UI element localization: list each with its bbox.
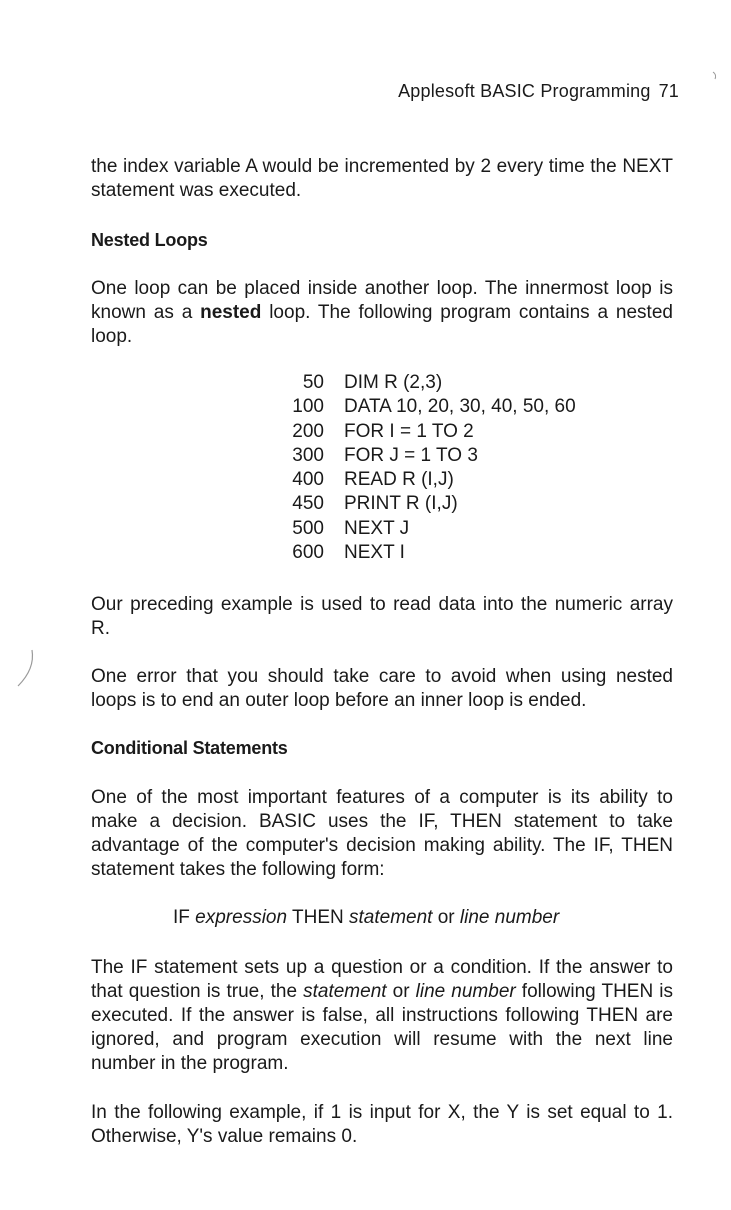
code-line [280,444,576,468]
keyword-if: IF [173,907,190,928]
code-statement: PRINT R (I,J) [344,493,458,515]
keyword-then: THEN [292,907,344,928]
running-head [398,81,679,102]
paragraph-array-r: Our preceding example is used to read data into the numeric array R. [91,594,673,639]
code-line [280,541,576,565]
paragraph-loop-error: One error that you should take care to avoid when using nested loops is to end an outer loop before an inner loop is ended. [91,666,673,711]
term-nested: nested [200,302,262,323]
line-number: 200 [292,420,324,442]
if-explanation-part1: The IF statement sets up a question or a condition. If the answer to that question is true, the [91,957,673,1002]
heading-nested-loops: Nested Loops [91,230,208,250]
code-listing [280,371,576,565]
code-line [280,371,576,395]
running-title: Applesoft BASIC Programming [398,81,651,101]
code-line [280,420,576,444]
code-line [280,395,576,419]
if-then-syntax [173,906,559,930]
line-number: 500 [292,517,324,539]
paragraph-example-intro: In the following example, if 1 is input for X, the Y is set equal to 1. Otherwise, Y's value remains 0. [91,1102,673,1147]
syntax-line-number: line number [459,907,560,928]
line-number: 50 [302,372,324,393]
paragraph-nested-intro-part2: loop. The following program contains a nested loop. [91,302,673,347]
code-line [280,468,576,492]
line-number: 600 [292,542,324,564]
code-line [280,517,576,541]
if-explanation-line-number: line number [415,981,516,1002]
paragraph-decision: One of the most important features of a computer is its ability to make a decision. BASIC uses the IF, THEN statement to take advantage of the computer's decision making ability. The IF, THEN statement takes the following form: [91,787,673,880]
code-statement: DATA 10, 20, 30, 40, 50, 60 [344,396,576,418]
if-explanation-part2: or [386,981,416,1002]
line-number: 450 [292,493,324,515]
if-explanation-part3: following THEN is executed. If the answer is false, all instructions following THEN are ignored, and program execution will resume with the next line number in the program. [91,981,674,1074]
syntax-statement: statement [349,907,433,928]
heading-conditional-statements: Conditional Statements [91,738,288,758]
line-number: 100 [292,396,324,418]
pencil-mark-icon [14,648,40,690]
code-statement: NEXT I [344,542,405,564]
keyword-or: or [437,907,455,928]
page-number: 71 [658,81,679,101]
paragraph-index-variable: the index variable A would be incremented by 2 every time the NEXT statement was executed. [91,156,673,201]
code-statement: READ R (I,J) [344,469,454,491]
code-line [280,492,576,516]
code-statement: FOR I = 1 TO 2 [344,420,474,442]
scan-speck-icon [711,70,719,82]
line-number: 400 [292,469,324,491]
line-number: 300 [292,444,324,466]
if-explanation-statement: statement [303,981,387,1002]
code-statement: FOR J = 1 TO 3 [344,444,478,466]
syntax-expression: expression [195,907,288,928]
code-statement: NEXT J [344,517,410,539]
paragraph-nested-intro-part1: One loop can be placed inside another loop. The innermost loop is known as a [91,278,673,323]
paragraph-if-explanation [91,956,673,1076]
code-statement: DIM R (2,3) [344,372,443,393]
paragraph-nested-intro [91,277,673,349]
